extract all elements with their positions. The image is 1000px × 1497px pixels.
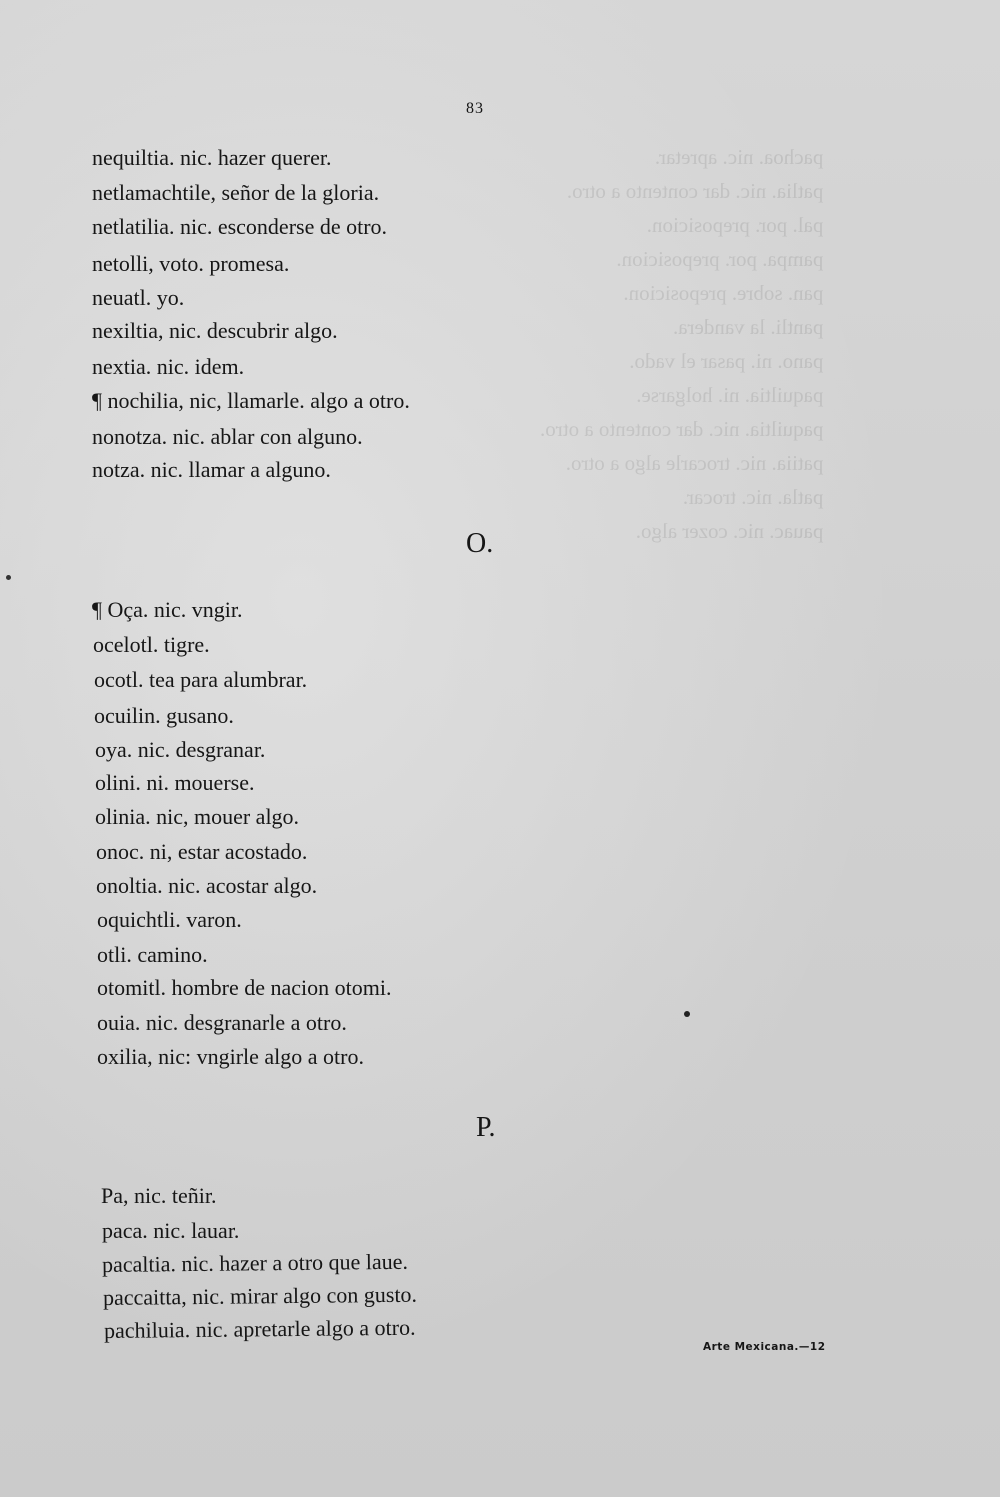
dictionary-entry: pachiluia. nic. apretarle algo a otro. xyxy=(103,1314,416,1343)
dictionary-entry: netolli, voto. promesa. xyxy=(92,251,290,276)
dictionary-entry: paca. nic. lauar. xyxy=(102,1218,240,1243)
section-heading-p: P. xyxy=(476,1112,496,1143)
dictionary-entry: pacaltia. nic. hazer a otro que laue. xyxy=(101,1248,409,1277)
dictionary-entry: olinia. nic, mouer algo. xyxy=(95,804,300,829)
dictionary-entry: neuatl. yo. xyxy=(92,285,185,310)
dictionary-entry: notza. nic. llamar a alguno. xyxy=(92,457,331,482)
show-through-text: pachoa. nic. apretar. patlia. nic. dar contento a otro. pal. por. preposicion. pampa. por. preposicion. pan. sobre. preposicion. pantli. la vandera. pano. ni. pasar el vado. paquiltia. ni. holgarse. paquiltia. nic. dar contento a otro. patiia. nic. trocarle algo a otro. patla. nic. trocar. pauac. nic. cozer algo. xyxy=(540,145,824,543)
dictionary-entry: otomitl. hombre de nacion otomi. xyxy=(97,975,392,1000)
dictionary-entry: nextia. nic. idem. xyxy=(92,354,245,379)
dictionary-entry: Pa, nic. teñir. xyxy=(101,1183,217,1208)
footer-signature: Arte Mexicana.—12 xyxy=(703,1341,826,1353)
dictionary-entry: oquichtli. varon. xyxy=(97,907,242,932)
dictionary-entry: ocelotl. tigre. xyxy=(93,632,210,657)
dictionary-entry: olini. ni. mouerse. xyxy=(95,770,255,795)
dictionary-entry: netlatilia. nic. esconderse de otro. xyxy=(92,214,388,239)
dictionary-entry: otli. camino. xyxy=(97,942,208,967)
dictionary-entry: oxilia, nic: vngirle algo a otro. xyxy=(97,1044,364,1069)
dictionary-entry: ¶ nochilia, nic, llamarle. algo a otro. xyxy=(92,388,410,413)
dictionary-entry: ocuilin. gusano. xyxy=(94,703,234,728)
section-heading-o: O. xyxy=(466,528,494,559)
ink-speck xyxy=(6,575,11,580)
dictionary-entry: nonotza. nic. ablar con alguno. xyxy=(92,424,363,449)
dictionary-entry: oya. nic. desgranar. xyxy=(95,737,266,762)
dictionary-entry: ¶ Oça. nic. vngir. xyxy=(92,597,243,622)
page-number: 83 xyxy=(466,100,484,117)
dictionary-entry: paccaitta, nic. mirar algo con gusto. xyxy=(102,1281,418,1310)
dictionary-entry: onoc. ni, estar acostado. xyxy=(96,839,308,864)
dictionary-entry: nequiltia. nic. hazer querer. xyxy=(92,145,332,170)
dictionary-entry: onoltia. nic. acostar algo. xyxy=(96,873,318,898)
dictionary-entry: ouia. nic. desgranarle a otro. xyxy=(97,1010,347,1035)
ink-speck xyxy=(684,1011,690,1017)
dictionary-entry: nexiltia, nic. descubrir algo. xyxy=(92,318,338,343)
dictionary-entry: netlamachtile, señor de la gloria. xyxy=(92,180,380,205)
dictionary-entry: ocotl. tea para alumbrar. xyxy=(94,667,308,692)
